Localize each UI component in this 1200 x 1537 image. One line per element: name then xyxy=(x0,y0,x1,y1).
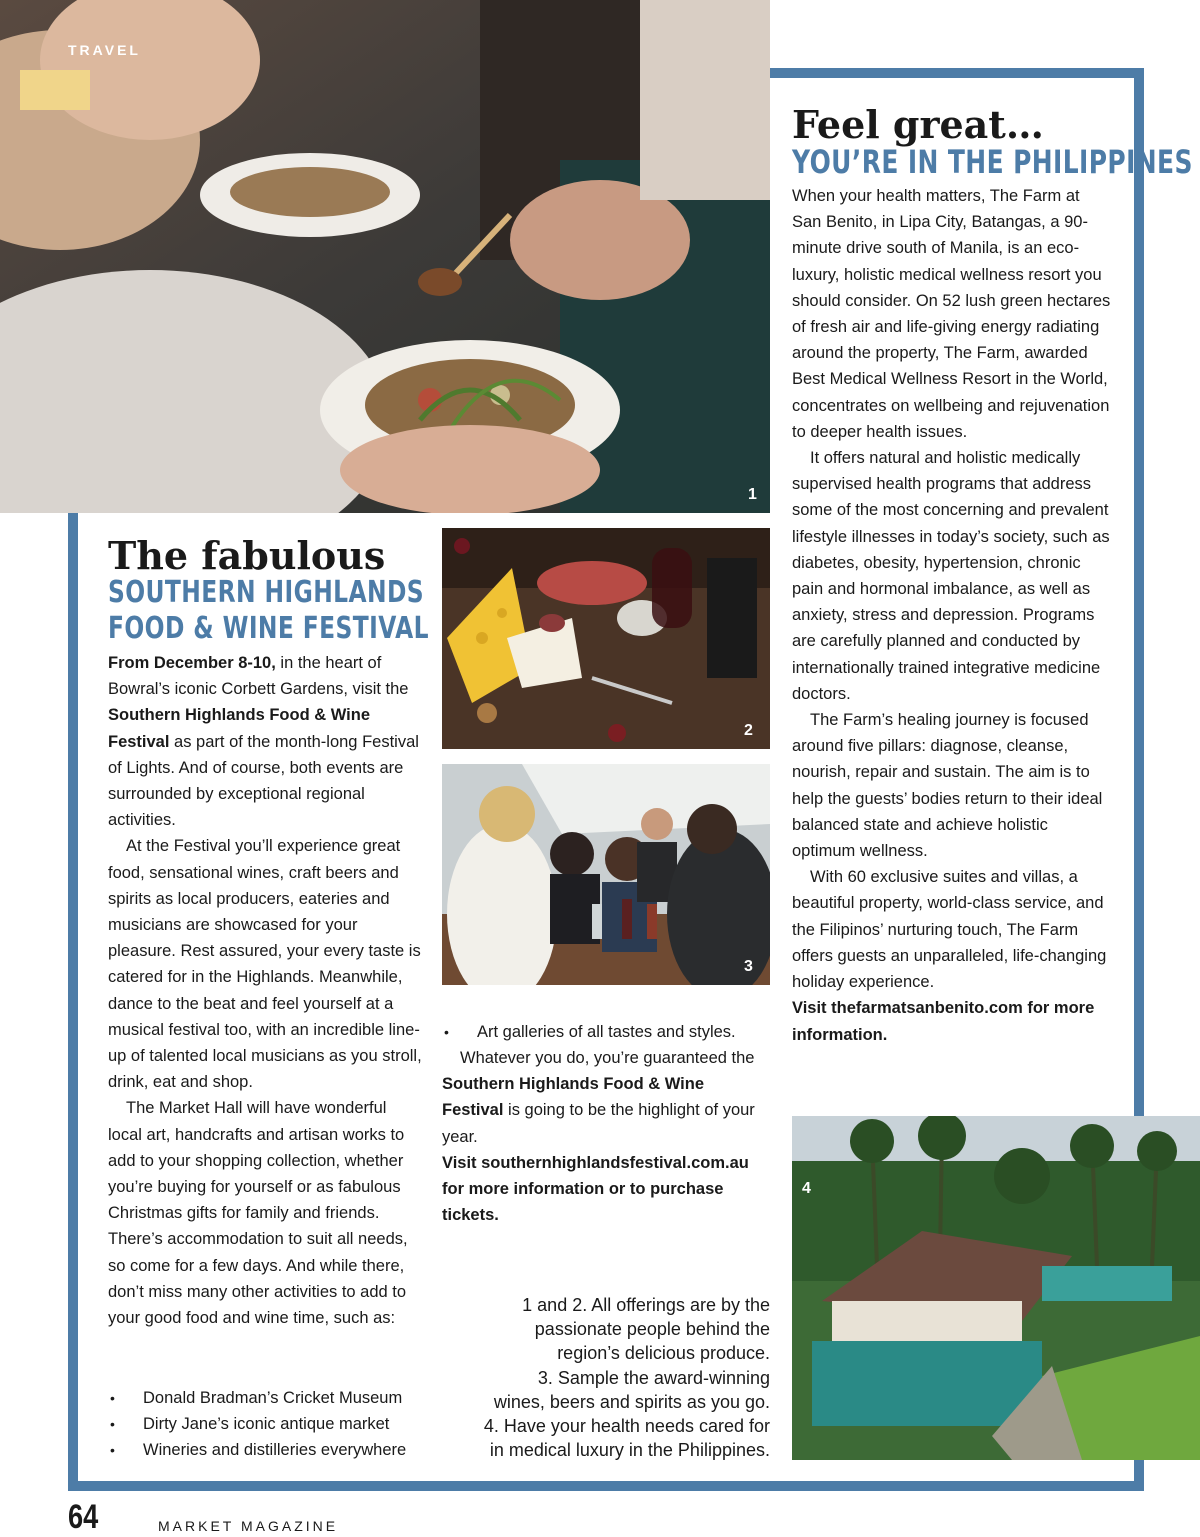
left-paragraph-3: The Market Hall will have wonderful local art, handcrafts and artisan works to add to your shopping collection, whether you’re buying for yourself or as fabulous Christmas gifts for family and friends. There’s accommodation to suit all needs, so come for a few days. And while there, don’t miss many other activities to add to your good food and wine time, such as: xyxy=(108,1099,408,1328)
section-label: TRAVEL xyxy=(68,42,141,58)
caption-line: passionate people behind the xyxy=(534,1319,770,1340)
middle-paragraph-1 xyxy=(442,1045,770,1150)
photo-number-1: 1 xyxy=(748,486,757,503)
caption-line: 3. Sample the award-winning xyxy=(537,1367,770,1388)
right-article-subtitle: YOU’RE IN THE PHILIPPINES xyxy=(792,143,1193,181)
left-paragraph-1-text-b: as part of the month-long Festival of Lights. And of course, both events are surrounded by exceptional regional activities. xyxy=(108,732,419,830)
photo-number-3: 3 xyxy=(744,958,753,975)
caption-line: region’s delicious produce. xyxy=(557,1343,770,1364)
right-article-title: Feel great… xyxy=(792,102,1044,147)
left-article-title: The fabulous xyxy=(108,533,386,578)
right-article-body xyxy=(792,183,1112,1048)
magazine-name: MARKET MAGAZINE xyxy=(158,1518,339,1534)
photo-number-2: 2 xyxy=(744,722,753,739)
right-paragraph-1: When your health matters, The Farm at San Benito, in Lipa City, Batangas, a 90-minute drive south of Manila, is an eco-luxury, holistic medical wellness resort you should consider. On 52 lush green hectares of fresh air and life-giving energy radiating around the property, The Farm, awarded Best Medical Wellness Resort in the World, concentrates on wellbeing and rejuvenation to deeper health issues. xyxy=(792,187,1111,441)
left-article-body xyxy=(108,650,424,1331)
festival-food-photo xyxy=(0,0,770,513)
festival-website-link[interactable]: Visit southernhighlandsfestival.com.au for more information or to purchase tickets. xyxy=(442,1153,749,1225)
left-paragraph-1-text-a: in the heart of Bowral’s iconic Corbett Gardens, visit the xyxy=(108,654,409,699)
left-date-highlight: From December 8-10, xyxy=(108,654,276,672)
middle-paragraph-2 xyxy=(442,1150,770,1229)
activities-list xyxy=(108,1385,424,1464)
right-paragraph-3: The Farm’s healing journey is focused around five pillars: diagnose, cleanse, nourish, repair and sustain. The aim is to help the guests’ bodies return to their ideal balanced state and achieve holistic optimum wellness. xyxy=(792,711,1103,861)
right-paragraph-4: With 60 exclusive suites and villas, a beautiful property, world-class service, and the Filipinos’ nurturing touch, The Farm offers guests an unparalleled, life-changing holiday experience. xyxy=(792,868,1107,992)
caption-line: 1 and 2. All offerings are by the xyxy=(522,1295,770,1315)
middle-paragraph-1-text-b: is going to be the highlight of your year. xyxy=(442,1101,755,1146)
caption-line: wines, beers and spirits as you go. xyxy=(493,1391,770,1412)
list-item: • Art galleries of all tastes and styles. xyxy=(442,1019,770,1045)
left-paragraph-2: At the Festival you’ll experience great food, sensational wines, craft beers and spirits as local producers, eateries and musicians are showcased for your pleasure. Rest assured, your every taste is catered for in the Highlands. Meanwhile, dance to the beat and feel yourself at a musical festival too, with an incredible line-up of talented local musicians as you stroll, drink, eat and shop. xyxy=(108,837,422,1092)
middle-festival-name: Southern Highlands Food & Wine Festival xyxy=(442,1075,705,1120)
festival-crowd-photo xyxy=(442,764,770,985)
activities-list-continued xyxy=(442,1019,770,1045)
left-article-subtitle-line2: FOOD & WINE FESTIVAL xyxy=(108,611,429,646)
middle-column-body xyxy=(442,1045,770,1228)
left-article-subtitle-line1: SOUTHERN HIGHLANDS xyxy=(108,575,425,610)
resort-villa-photo xyxy=(792,1116,1200,1460)
caption-line: in medical luxury in the Philippines. xyxy=(489,1440,770,1461)
cheese-board-photo xyxy=(442,528,770,749)
right-paragraph-5 xyxy=(792,995,1112,1047)
left-festival-name: Southern Highlands Food & Wine Festival xyxy=(108,706,371,751)
right-paragraph-2: It offers natural and holistic medically supervised health programs that address some of the most concerning and prevalent lifestyle illnesses in today’s society, such as diabetes, obesity, hypertension, chronic pain and hormonal imbalance, as well as anxiety, stress and depression. Programs are carefully planned and conducted by internationally trained integrative medicine doctors. xyxy=(792,449,1110,703)
photo-number-4: 4 xyxy=(802,1180,811,1197)
middle-paragraph-1-text-a: Whatever you do, you’re guaranteed the xyxy=(460,1049,755,1067)
left-paragraph-1 xyxy=(108,650,424,833)
farm-website-link[interactable]: Visit thefarmatsanbenito.com for more information. xyxy=(792,999,1095,1044)
photo-captions xyxy=(442,1293,770,1462)
list-item: • Wineries and distilleries everywhere xyxy=(108,1437,424,1463)
caption-line: 4. Have your health needs cared for xyxy=(483,1416,770,1437)
list-item: • Dirty Jane’s iconic antique market xyxy=(108,1411,424,1437)
page-number: 64 xyxy=(68,1498,99,1536)
list-item: • Donald Bradman’s Cricket Museum xyxy=(108,1385,424,1411)
